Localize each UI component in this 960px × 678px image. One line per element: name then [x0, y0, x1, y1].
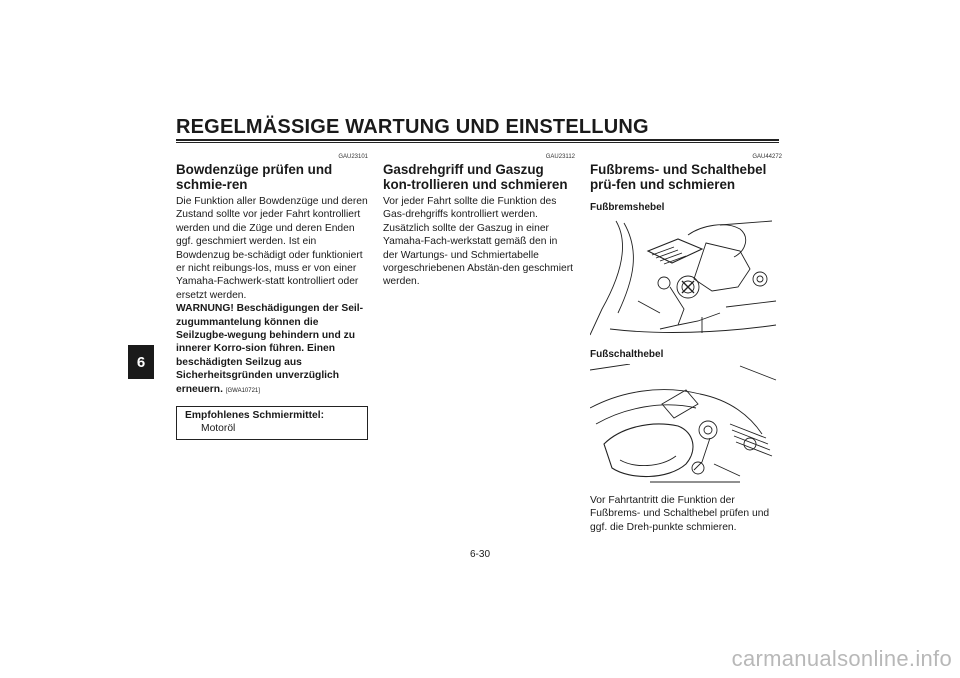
subheading-brake-pedal: Fußbremshebel: [590, 202, 665, 213]
section-heading: Bowdenzüge prüfen und schmie-ren: [176, 162, 333, 192]
section-body: [176, 195, 368, 398]
section-heading: Fußbrems- und Schalthebel prü-fen und schmieren: [590, 162, 767, 192]
section-code: GAU23101: [338, 154, 368, 160]
section-code: GAU44272: [752, 154, 782, 160]
section-body: Vor jeder Fahrt sollte die Funktion des Gas-drehgriffs kontrolliert werden. Zusätzlich sollte der Gaszug in einer Yamaha-Fach-werkstatt gemäß den in der Wartungs- und Schmiertabelle vorgeschriebenen Abstän-den geschmiert werden.: [383, 196, 574, 288]
lubricant-box-title: Empfohlenes Schmiermittel:: [185, 410, 325, 422]
page-number: 6-30: [469, 549, 490, 560]
section-heading: Gasdrehgriff und Gaszug kon-trollieren und schmieren: [383, 162, 568, 192]
warning-label: WARNUNG! Beschädigungen der Seil-zugummantelung können die Seilzugbe-wegung behindern und zu innerer Korro-sion führen. Einen beschädigten Seilzug aus Sicherheitsgründen unverzüglich erneuern.: [176, 303, 364, 395]
warning-code: [GWA10721]: [225, 387, 260, 394]
subheading-shift-pedal: Fußschalthebel: [590, 349, 664, 360]
section-levers: [590, 154, 782, 534]
brake-pedal-illustration: [590, 217, 778, 339]
page-title: REGELMÄSSIGE WARTUNG UND EINSTELLUNG: [176, 116, 649, 138]
section-code: GAU23112: [545, 154, 575, 160]
title-rule: [176, 139, 779, 141]
body-text: Die Funktion aller Bowdenzüge und deren Zustand sollte vor jeder Fahrt kontrolliert werden und die Züge und deren Enden ggf. geschmiert werden. Ist ein Bowdenzug be-schädigt oder funktioniert er nicht reibungs-los, muss er von einer Yamaha-Fachwerk-statt kontrolliert oder ersetzt werden.: [176, 196, 368, 301]
warning-text: [176, 302, 368, 398]
section-throttle: [383, 154, 575, 289]
section-cables: [176, 154, 368, 440]
lubricant-box-value: Motoröl: [201, 422, 236, 434]
chapter-tab: 6: [128, 345, 154, 379]
title-rule-thin: [176, 142, 779, 143]
lubricant-box: [176, 406, 368, 440]
watermark: carmanualsonline.info: [731, 646, 952, 671]
section-body: Vor Fahrtantritt die Funktion der Fußbrems- und Schalthebel prüfen und ggf. die Dreh-punkte schmieren.: [590, 495, 770, 533]
shift-pedal-illustration: [590, 364, 778, 486]
